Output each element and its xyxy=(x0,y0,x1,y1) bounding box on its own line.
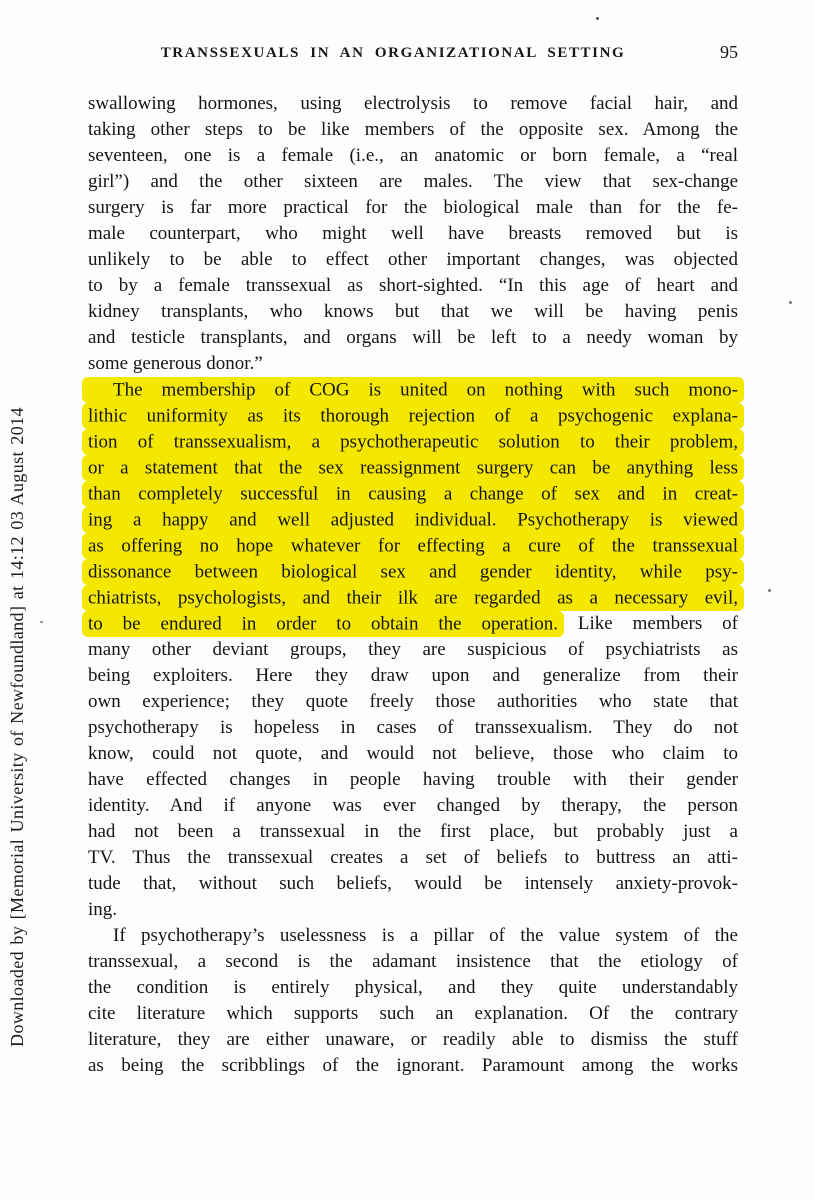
text-line xyxy=(88,325,738,351)
text-line xyxy=(88,949,738,975)
scan-speckle xyxy=(768,589,771,592)
text-line xyxy=(88,845,738,871)
text-line xyxy=(88,195,738,221)
text-line xyxy=(88,533,738,559)
text-line xyxy=(88,689,738,715)
body-text-segment: and testicle transplants, and organs will be left to a needy woman by xyxy=(88,327,738,348)
text-line xyxy=(88,897,738,923)
body-text-segment: had not been a transsexual in the first place, but probably just a xyxy=(88,821,738,842)
scan-speckle xyxy=(40,621,43,623)
body-text-segment: swallowing hormones, using electrolysis to remove facial hair, and xyxy=(88,93,738,114)
highlighted-text: ing a happy and well adjusted individual. Psychotherapy is viewed xyxy=(82,507,744,533)
body-text-block xyxy=(88,91,738,1079)
body-text-segment: being exploiters. Here they draw upon and generalize from their xyxy=(88,665,738,686)
body-text-segment: know, could not quote, and would not believe, those who claim to xyxy=(88,743,738,764)
text-line xyxy=(88,91,738,117)
body-text-segment: some generous donor.” xyxy=(88,353,263,374)
text-line xyxy=(88,377,738,403)
text-line xyxy=(88,767,738,793)
body-text-segment: as being the scribblings of the ignorant. Paramount among the works xyxy=(88,1055,738,1076)
text-line xyxy=(88,793,738,819)
text-line xyxy=(88,1001,738,1027)
download-watermark: Downloaded by [Memorial University of Newfoundland] at 14:12 03 August 2014 xyxy=(7,407,27,1047)
text-line xyxy=(88,299,738,325)
highlighted-text: The membership of COG is united on nothing with such mono- xyxy=(82,377,744,403)
text-line xyxy=(88,507,738,533)
text-line xyxy=(88,169,738,195)
body-text-segment: cite literature which supports such an explanation. Of the contrary xyxy=(88,1003,738,1024)
text-line xyxy=(88,559,738,585)
highlighted-text: than completely successful in causing a change of sex and in creat- xyxy=(82,481,744,507)
body-text-segment: If psychotherapy’s uselessness is a pillar of the value system of the xyxy=(113,925,738,946)
body-text-segment: male counterpart, who might well have breasts removed but is xyxy=(88,223,738,244)
body-text-segment: Like members of xyxy=(557,613,738,634)
text-line xyxy=(88,351,738,377)
text-line xyxy=(88,923,738,949)
highlighted-text: as offering no hope whatever for effecting a cure of the transsexual xyxy=(82,533,744,559)
text-line xyxy=(88,975,738,1001)
text-line xyxy=(88,1027,738,1053)
text-line xyxy=(88,481,738,507)
text-line xyxy=(88,663,738,689)
body-text-segment: TV. Thus the transsexual creates a set of beliefs to buttress an atti- xyxy=(88,847,738,868)
body-text-segment: literature, they are either unaware, or readily able to dismiss the stuff xyxy=(88,1029,738,1050)
text-line xyxy=(88,637,738,663)
body-text-segment: many other deviant groups, they are suspicious of psychiatrists as xyxy=(88,639,738,660)
text-line xyxy=(88,117,738,143)
text-line xyxy=(88,1053,738,1079)
text-line xyxy=(88,247,738,273)
text-line xyxy=(88,611,738,637)
body-text-segment: ing. xyxy=(88,899,118,920)
text-line xyxy=(88,819,738,845)
highlighted-text: to be endured in order to obtain the operation. xyxy=(82,611,564,637)
text-line xyxy=(88,455,738,481)
highlighted-text: or a statement that the sex reassignment surgery can be anything less xyxy=(82,455,744,481)
text-line xyxy=(88,143,738,169)
highlighted-text: lithic uniformity as its thorough rejection of a psychogenic explana- xyxy=(82,403,744,429)
text-line xyxy=(88,715,738,741)
scan-speckle xyxy=(596,17,599,20)
body-text-segment: girl”) and the other sixteen are males. The view that sex-change xyxy=(88,171,738,192)
text-line xyxy=(88,429,738,455)
body-text-segment: surgery is far more practical for the biological male than for the fe- xyxy=(88,197,738,218)
body-text-segment: unlikely to be able to effect other important changes, was objected xyxy=(88,249,738,270)
running-head-title: TRANSSEXUALS IN AN ORGANIZATIONAL SETTING xyxy=(160,45,626,61)
body-text-segment: have effected changes in people having trouble with their gender xyxy=(88,769,738,790)
text-line xyxy=(88,221,738,247)
body-text-segment: to by a female transsexual as short-sighted. “In this age of heart and xyxy=(88,275,738,296)
body-text-segment: tude that, without such beliefs, would be intensely anxiety-provok- xyxy=(88,873,738,894)
body-text-segment: identity. And if anyone was ever changed by therapy, the person xyxy=(88,795,738,816)
page-header xyxy=(88,42,738,69)
text-line xyxy=(88,871,738,897)
body-text-segment: psychotherapy is hopeless in cases of transsexualism. They do not xyxy=(88,717,738,738)
highlighted-text: tion of transsexualism, a psychotherapeutic solution to their problem, xyxy=(82,429,744,455)
page-number: 95 xyxy=(720,42,738,62)
highlighted-text: chiatrists, psychologists, and their ilk are regarded as a necessary evil, xyxy=(82,585,744,611)
highlighted-text: dissonance between biological sex and gender identity, while psy- xyxy=(82,559,744,585)
body-text-segment: kidney transplants, who knows but that we will be having penis xyxy=(88,301,738,322)
text-line xyxy=(88,741,738,767)
body-text-segment: the condition is entirely physical, and they quite understandably xyxy=(88,977,738,998)
text-line xyxy=(88,403,738,429)
body-text-segment: taking other steps to be like members of the opposite sex. Among the xyxy=(88,119,738,140)
body-text-segment: transsexual, a second is the adamant insistence that the etiology of xyxy=(88,951,738,972)
body-text-segment: own experience; they quote freely those authorities who state that xyxy=(88,691,738,712)
text-line xyxy=(88,273,738,299)
scan-speckle xyxy=(789,301,792,304)
body-text-segment: seventeen, one is a female (i.e., an anatomic or born female, a “real xyxy=(88,145,738,166)
text-line xyxy=(88,585,738,611)
